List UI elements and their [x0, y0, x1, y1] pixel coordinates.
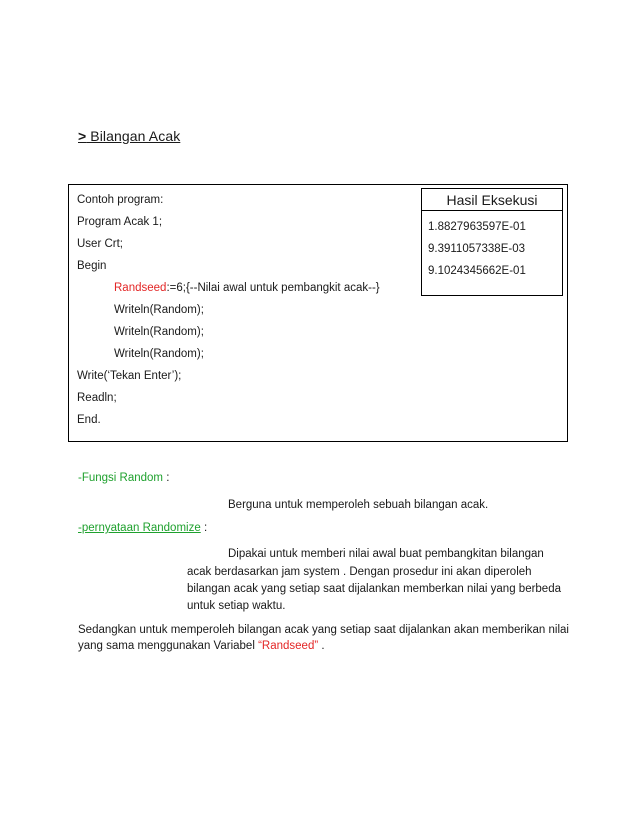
code-intro: Contoh program:: [77, 194, 164, 206]
randomize-desc-line: untuk setiap waktu.: [187, 600, 286, 612]
result-value: 9.3911057338E-03: [428, 243, 525, 255]
heading-arrow: >: [78, 128, 87, 144]
code-line: User Crt;: [77, 238, 123, 250]
closing-line-2-pre: yang sama menggunakan Variabel: [78, 640, 259, 652]
code-line: End.: [77, 414, 101, 426]
randomize-desc-line: bilangan acak yang setiap saat dijalankan memberkan nilai yang berbeda: [187, 583, 561, 595]
closing-line-2-post: .: [318, 640, 325, 652]
code-line: Writeln(Random);: [114, 304, 204, 316]
code-line-randseed: [114, 282, 380, 294]
fungsi-random-desc: Berguna untuk memperoleh sebuah bilangan acak.: [228, 499, 489, 511]
randomize-desc-line: Dipakai untuk memberi nilai awal buat pembangkitan bilangan: [228, 548, 544, 560]
randomize-desc-line: acak berdasarkan jam system . Dengan prosedur ini akan diperoleh: [187, 566, 532, 578]
randseed-rest: :=6;{--Nilai awal untuk pembangkit acak--}: [166, 282, 380, 294]
fungsi-random-label: -Fungsi Random: [78, 472, 164, 484]
section-heading: [78, 128, 180, 144]
code-line: Readln;: [77, 392, 117, 404]
code-line: Write(‘Tekan Enter’);: [77, 370, 182, 382]
code-line: Program Acak 1;: [77, 216, 163, 228]
code-line: Writeln(Random);: [114, 348, 204, 360]
code-line: Writeln(Random);: [114, 326, 204, 338]
fungsi-random-label-line: [78, 472, 169, 484]
result-value: 9.1024345662E-01: [428, 265, 526, 277]
result-box: [421, 188, 563, 296]
heading-text: Bilangan Acak: [86, 128, 181, 144]
code-line: Begin: [77, 260, 107, 272]
closing-line-2: [78, 640, 325, 652]
result-value: 1.8827963597E-01: [428, 221, 526, 233]
randomize-label: -pernyataan Randomize: [78, 522, 201, 534]
randseed-keyword: Randseed: [114, 282, 167, 294]
randomize-colon: :: [200, 522, 208, 534]
randomize-label-line: [78, 522, 207, 534]
randseed-highlight: “Randseed”: [258, 640, 319, 652]
closing-line-1: Sedangkan untuk memperoleh bilangan acak yang setiap saat dijalankan akan memberikan nilai: [78, 624, 569, 636]
result-title: Hasil Eksekusi: [422, 189, 562, 211]
fungsi-random-colon: :: [163, 472, 170, 484]
